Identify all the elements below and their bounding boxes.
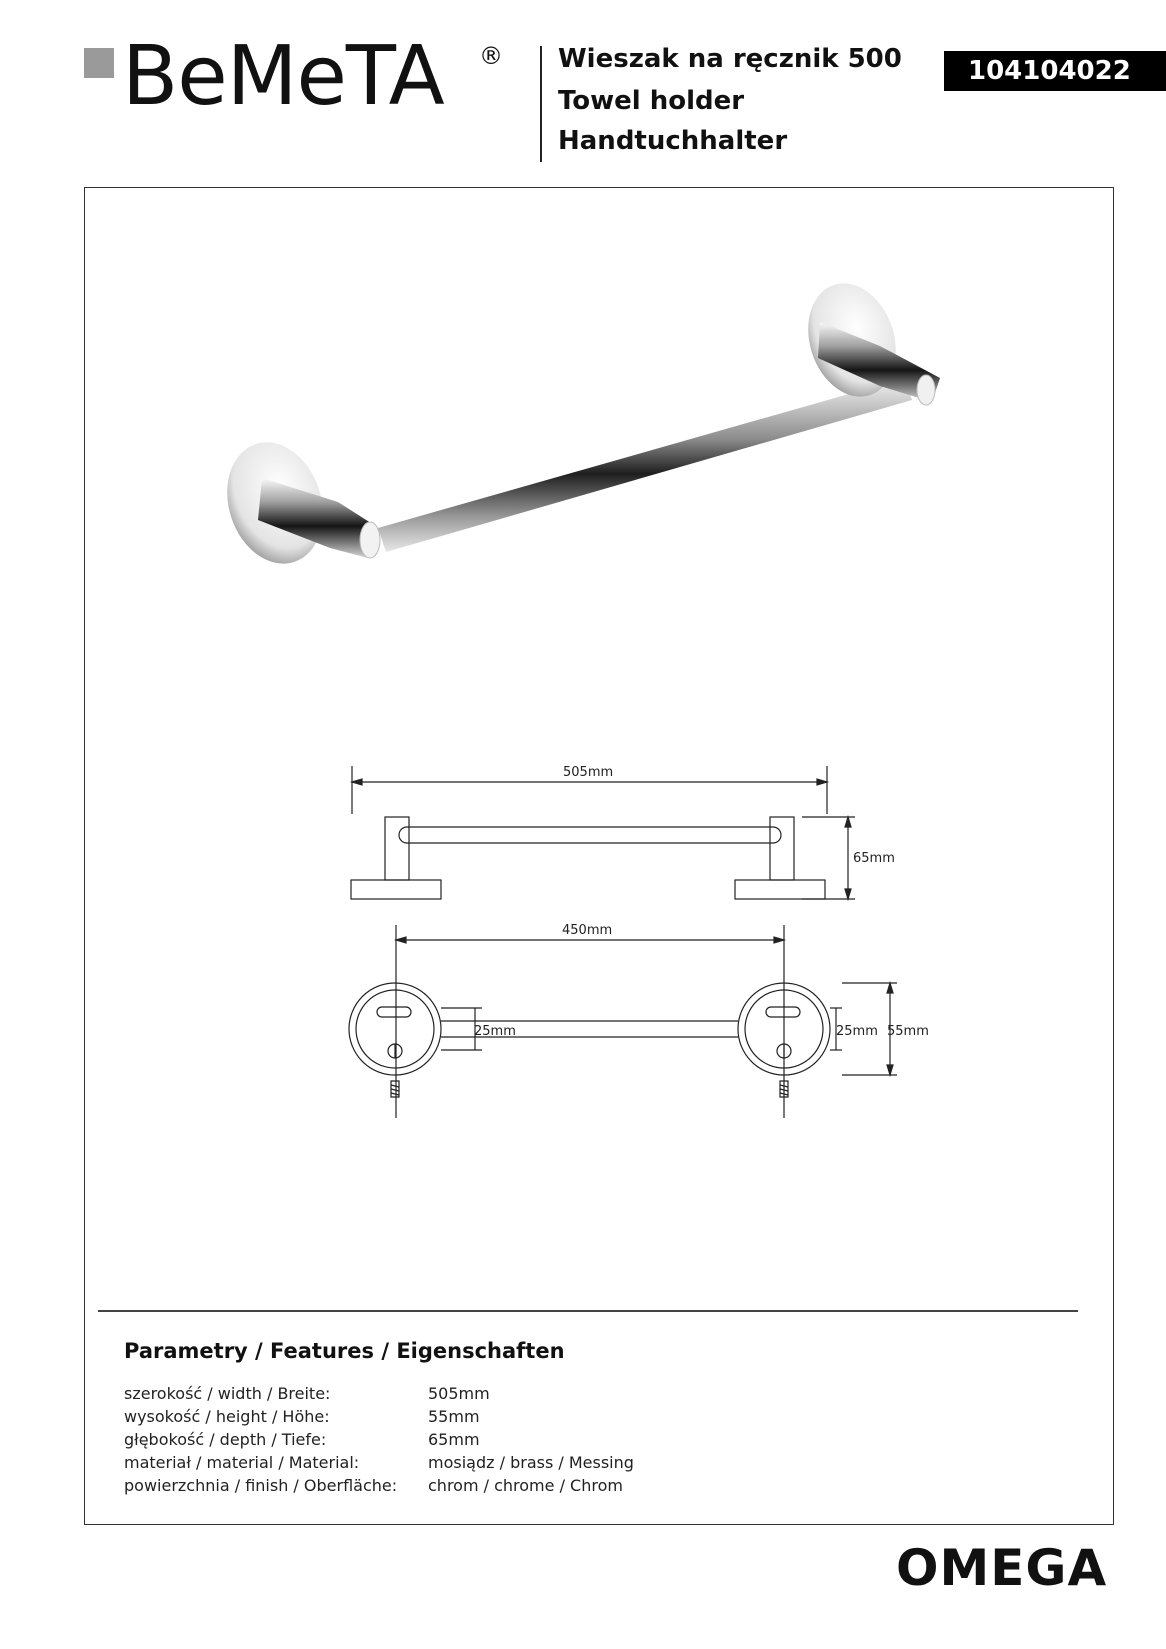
registered-mark: ® [479, 42, 503, 70]
series-name: OMEGA [896, 1539, 1108, 1597]
features-divider [98, 1310, 1078, 1312]
dim-width: 505mm [563, 765, 614, 780]
product-name-pl: Wieszak na ręcznik 500 [558, 44, 902, 74]
brand-logo: BeMeTA [122, 29, 444, 124]
feature-value: 505mm [428, 1384, 490, 1403]
screw-left [391, 1081, 399, 1097]
features-title: Parametry / Features / Eigenschaften [124, 1339, 565, 1363]
feature-value: mosiądz / brass / Messing [428, 1453, 634, 1472]
feature-label: materiał / material / Material: [124, 1453, 360, 1472]
feature-label: głębokość / depth / Tiefe: [124, 1430, 327, 1449]
feature-label: szerokość / width / Breite: [124, 1384, 331, 1403]
product-name-de: Handtuchhalter [558, 126, 788, 156]
product-code: 104104022 [944, 51, 1166, 91]
dim-height: 55mm [887, 1024, 929, 1039]
dim-bar-right: 25mm [836, 1024, 878, 1039]
feature-label: powierzchnia / finish / Oberfläche: [124, 1476, 398, 1495]
dim-bar-left: 25mm [474, 1024, 516, 1039]
feature-value: chrom / chrome / Chrom [428, 1476, 623, 1495]
dim-depth: 65mm [853, 851, 895, 866]
product-name-en: Towel holder [558, 86, 745, 116]
dim-mount-spacing: 450mm [562, 923, 613, 938]
feature-value: 55mm [428, 1407, 480, 1426]
feature-value: 65mm [428, 1430, 480, 1449]
feature-label: wysokość / height / Höhe: [124, 1407, 330, 1426]
